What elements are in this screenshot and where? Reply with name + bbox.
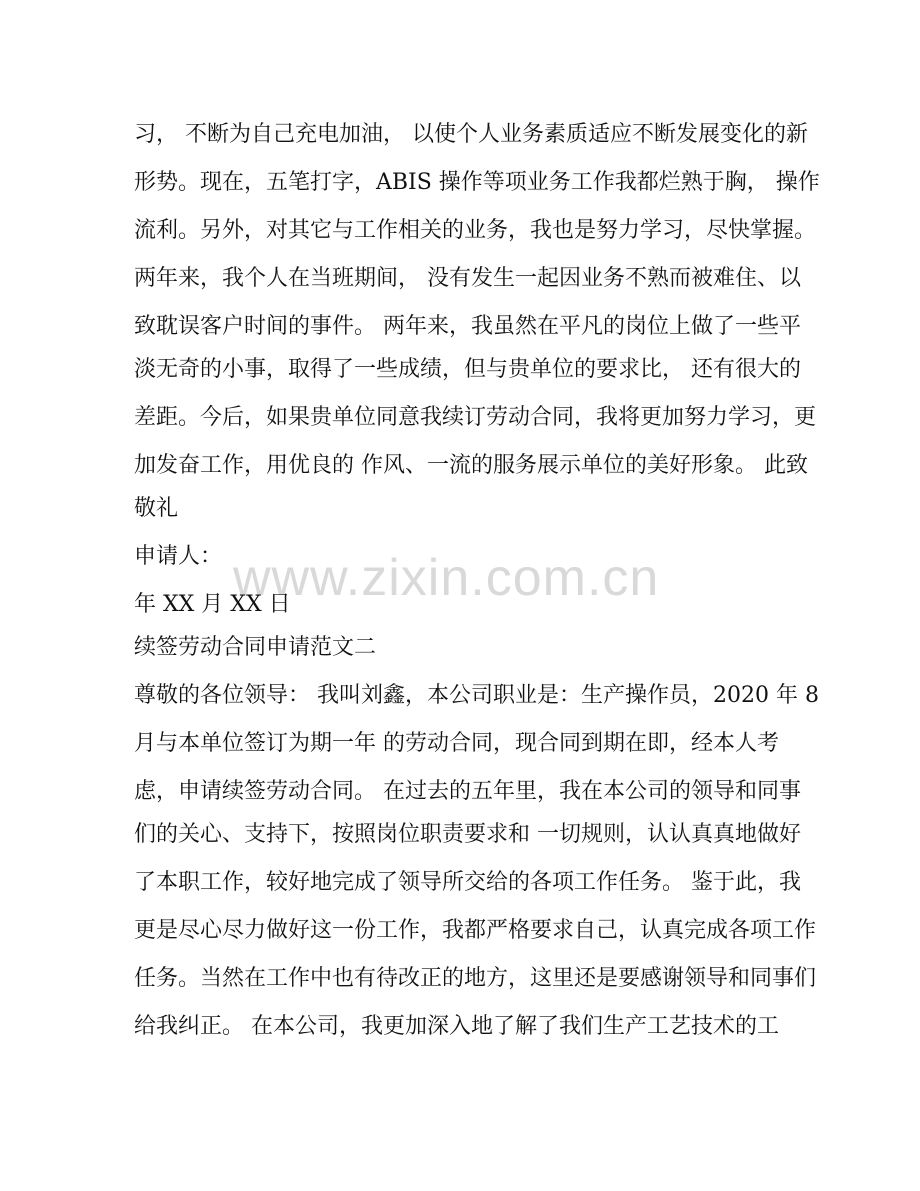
text-line: 给我纠正。 在本公司，我更加深入地了解了我们生产工艺技术的工 [134,1014,779,1039]
text-line: 了本职工作，较好地完成了领导所交给的各项工作任务。 鉴于此，我 [134,870,801,895]
text-line: 两年来，我个人在当班期间， 没有发生一起因业务不熟而被难住、以 [134,266,801,291]
text-line: 差距。今后，如果贵单位同意我续订劳动合同，我将更加努力学习，更 [134,405,817,430]
date-line: 年 XX 月 XX 日 [134,592,291,617]
text-line: 加发奋工作，用优良的 作风、一流的服务展示单位的美好形象。 此致 [134,453,808,478]
closing-salutation: 敬礼 [134,496,179,521]
watermark: www.zixin.com.cn [233,549,660,607]
text-line: 任务。当然在工作中也有待改正的地方，这里还是要感谢领导和同事们 [134,966,817,991]
section-title: 续签劳动合同申请范文二 [134,635,377,660]
text-line: 们的关心、支持下，按照岗位职责要求和 一切规则，认认真真地做好 [134,822,801,847]
text-line: 淡无奇的小事，取得了一些成绩，但与贵单位的要求比， 还有很大的 [134,357,801,382]
text-line: 形势。现在，五笔打字，ABIS 操作等项业务工作我都烂熟于胸， 操作 [134,170,820,195]
text-line: 虑，申请续签劳动合同。 在过去的五年里，我在本公司的领导和同事 [134,779,801,804]
text-line: 更是尽心尽力做好这一份工作，我都严格要求自己，认真完成各项工作 [134,918,817,943]
text-line: 月与本单位签订为期一年 的劳动合同，现合同到期在即，经本人考 [134,731,779,756]
text-line: 尊敬的各位领导： 我叫刘鑫，本公司职业是：生产操作员，2020 年 8 [134,683,819,708]
text-line: 流利。另外，对其它与工作相关的业务，我也是努力学习，尽快掌握。 [134,218,817,243]
text-line: 习， 不断为自己充电加油， 以使个人业务素质适应不断发展变化的新 [134,122,808,147]
text-line: 致耽误客户时间的事件。 两年来，我虽然在平凡的岗位上做了一些平 [134,314,801,339]
applicant-label: 申请人： [134,544,223,569]
